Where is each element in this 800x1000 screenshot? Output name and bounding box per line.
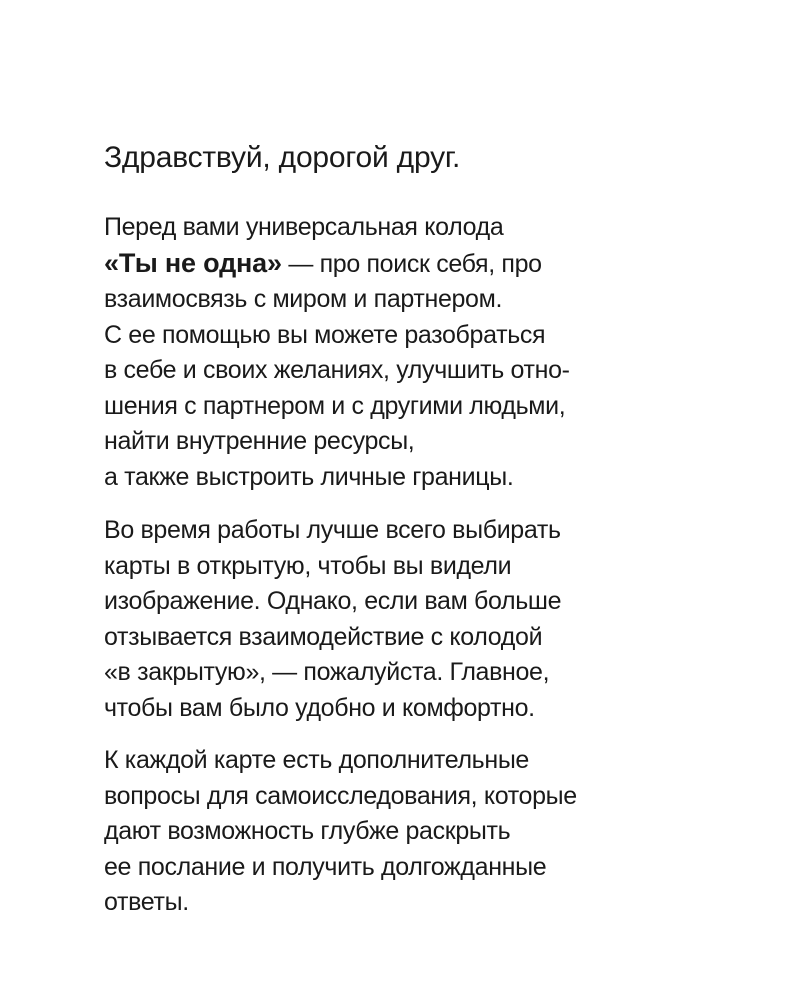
text-line: взаимосвязь с миром и партнером. — [104, 285, 503, 313]
text-line: Перед вами универсальная колода — [104, 213, 504, 241]
text-line: К каждой карте есть дополнительные — [104, 746, 529, 774]
text-line: отзывается взаимодействие с колодой — [104, 622, 543, 651]
text-line: С ее помощью вы можете разобраться — [104, 320, 546, 349]
text-line: Во время работы лучше всего выбирать — [104, 516, 561, 544]
greeting-heading: Здравствуй, дорогой друг. — [104, 141, 461, 174]
text-line-with-deck-title — [104, 246, 764, 283]
text-line: в себе и своих желаниях, улучшить отно- — [104, 356, 570, 384]
text-line: найти внутренние ресурсы, — [104, 427, 415, 455]
text-line: ее послание и получить долгожданные — [104, 852, 547, 881]
intro-paragraph — [104, 210, 764, 495]
text-line: карты в открытую, чтобы вы видели — [104, 551, 512, 580]
card-selection-paragraph — [104, 513, 764, 726]
text-line: ответы. — [104, 888, 189, 916]
text-line: а также выстроить личные границы. — [104, 462, 514, 491]
text-fragment: — про поиск себя, про — [281, 249, 542, 278]
text-line: чтобы вам было удобно и комфортно. — [104, 693, 535, 722]
deck-title: «Ты не одна» — [104, 247, 282, 278]
text-line: шения с партнером и с другими людьми, — [104, 391, 566, 420]
text-line: «в закрытую», — пожалуйста. Главное, — [104, 658, 550, 686]
text-line: вопросы для самоисследования, которые — [104, 781, 577, 810]
questions-paragraph — [104, 743, 764, 921]
text-line: изображение. Однако, если вам больше — [104, 587, 562, 615]
instruction-page — [104, 138, 764, 921]
text-line: дают возможность глубже раскрыть — [104, 817, 511, 845]
